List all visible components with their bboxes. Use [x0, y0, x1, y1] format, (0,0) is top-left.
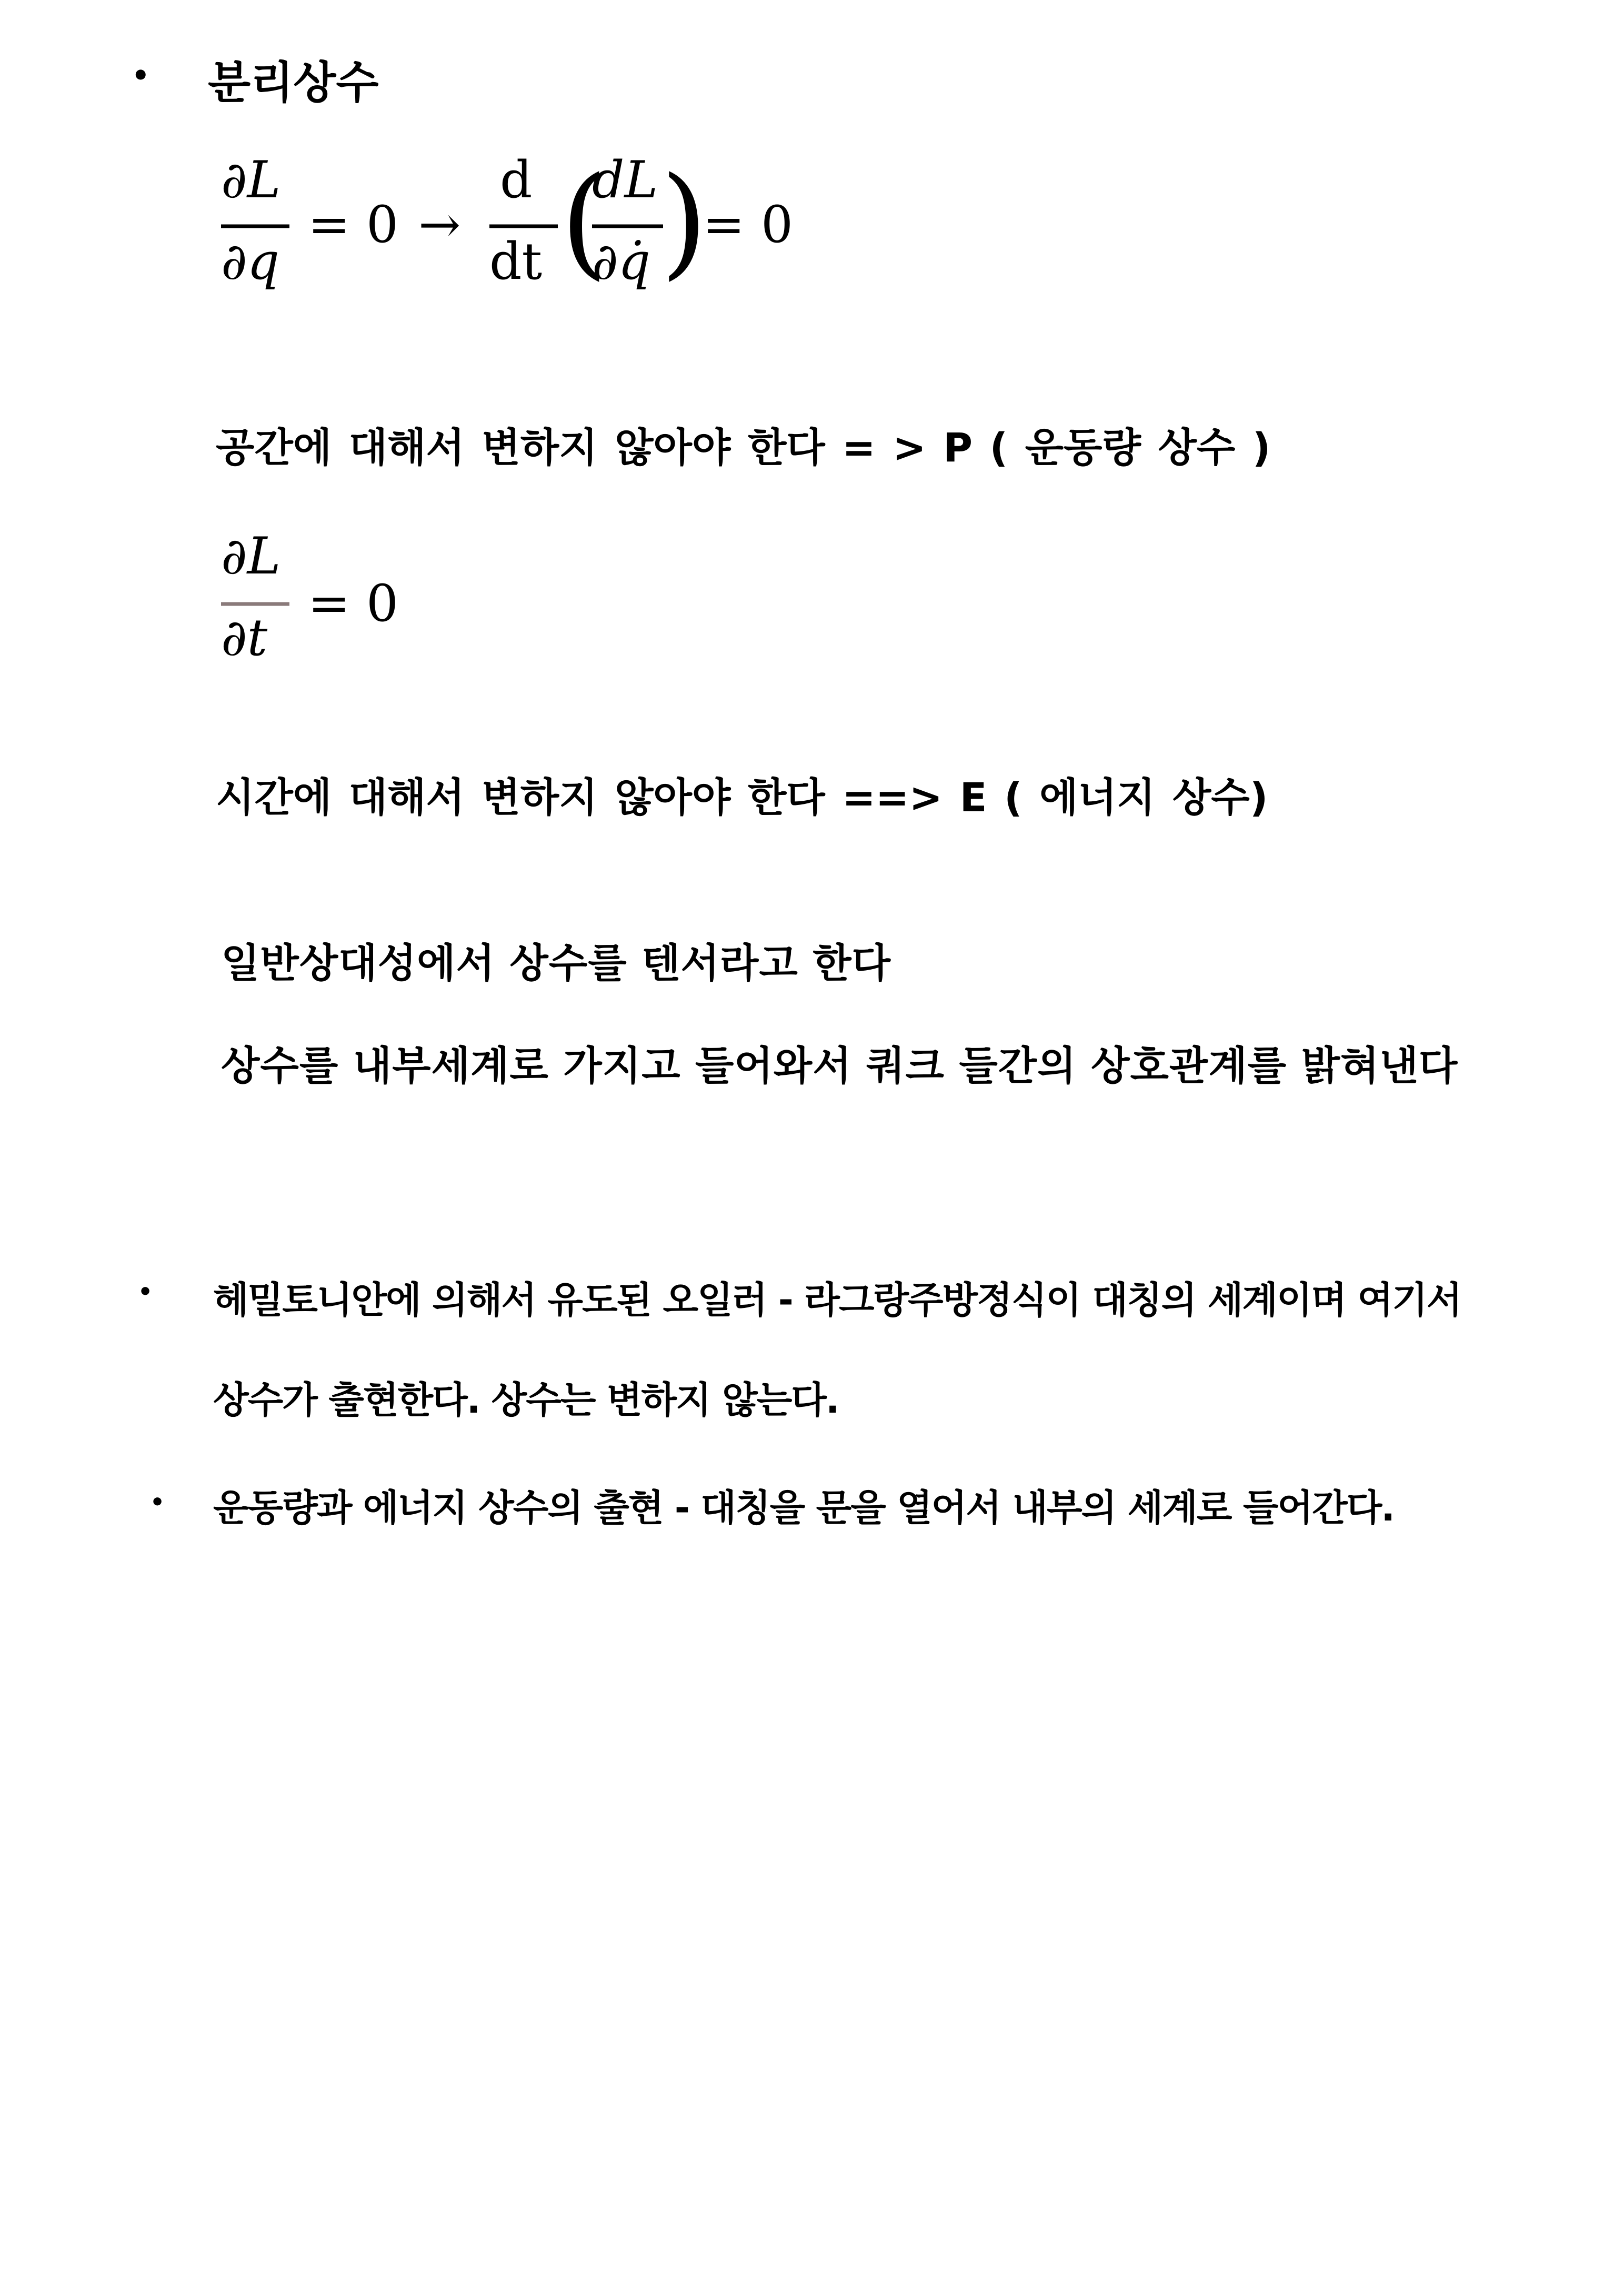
eq1-inner-denominator: ∂q̇ — [592, 232, 651, 291]
eq1-d-denominator: dt — [489, 232, 543, 291]
quark-line: 상수를 내부세계로 가지고 들어와서 쿼크 들간의 상호관계를 밝혀낸다 — [221, 1042, 1458, 1089]
eq2-rhs: = 0 — [308, 574, 399, 633]
hamiltonian-line-1: 헤밀토니안에 의해서 유도된 오일러 - 라그랑주방정식이 대칭의 세계이며 여기서 — [213, 1278, 1461, 1322]
eq1-lhs-denominator: ∂q — [221, 232, 280, 291]
bullet-3: • — [150, 1489, 165, 1516]
momentum-constant-line: 공간에 대해서 변하지 않아야 한다 = > P ( 운동량 상수 ) — [216, 424, 1271, 471]
bullet-1: • — [132, 59, 150, 92]
eq1-lhs-numerator: ∂L — [221, 150, 281, 209]
equation-euler-lagrange — [210, 150, 868, 326]
section-heading: 분리상수 — [208, 57, 379, 108]
equation-time-derivative — [210, 526, 421, 673]
eq1-d-numerator: d — [500, 150, 533, 209]
eq2-numerator: ∂L — [221, 527, 281, 586]
eq1-inner-numerator: dL — [592, 150, 658, 209]
eq1-rhs: = 0 — [703, 195, 794, 254]
eq1-close-paren: ) — [660, 152, 708, 292]
eq1-open-paren: ( — [560, 152, 608, 292]
eq1-arrow: → — [418, 195, 461, 254]
energy-constant-line: 시간에 대해서 변하지 않아야 한다 ==> E ( 에너지 상수) — [216, 774, 1268, 821]
bullet-2: • — [138, 1278, 153, 1305]
tensor-line: 일반상대성에서 상수를 텐서라고 한다 — [221, 940, 891, 986]
eq1-equals-zero: = 0 — [308, 195, 399, 254]
momentum-energy-line: 운동량과 에너지 상수의 출현 - 대칭을 문을 열어서 내부의 세계로 들어간다. — [213, 1486, 1394, 1529]
hamiltonian-line-2: 상수가 출현한다. 상수는 변하지 않는다. — [213, 1378, 839, 1422]
eq2-denominator: ∂t — [221, 608, 268, 667]
